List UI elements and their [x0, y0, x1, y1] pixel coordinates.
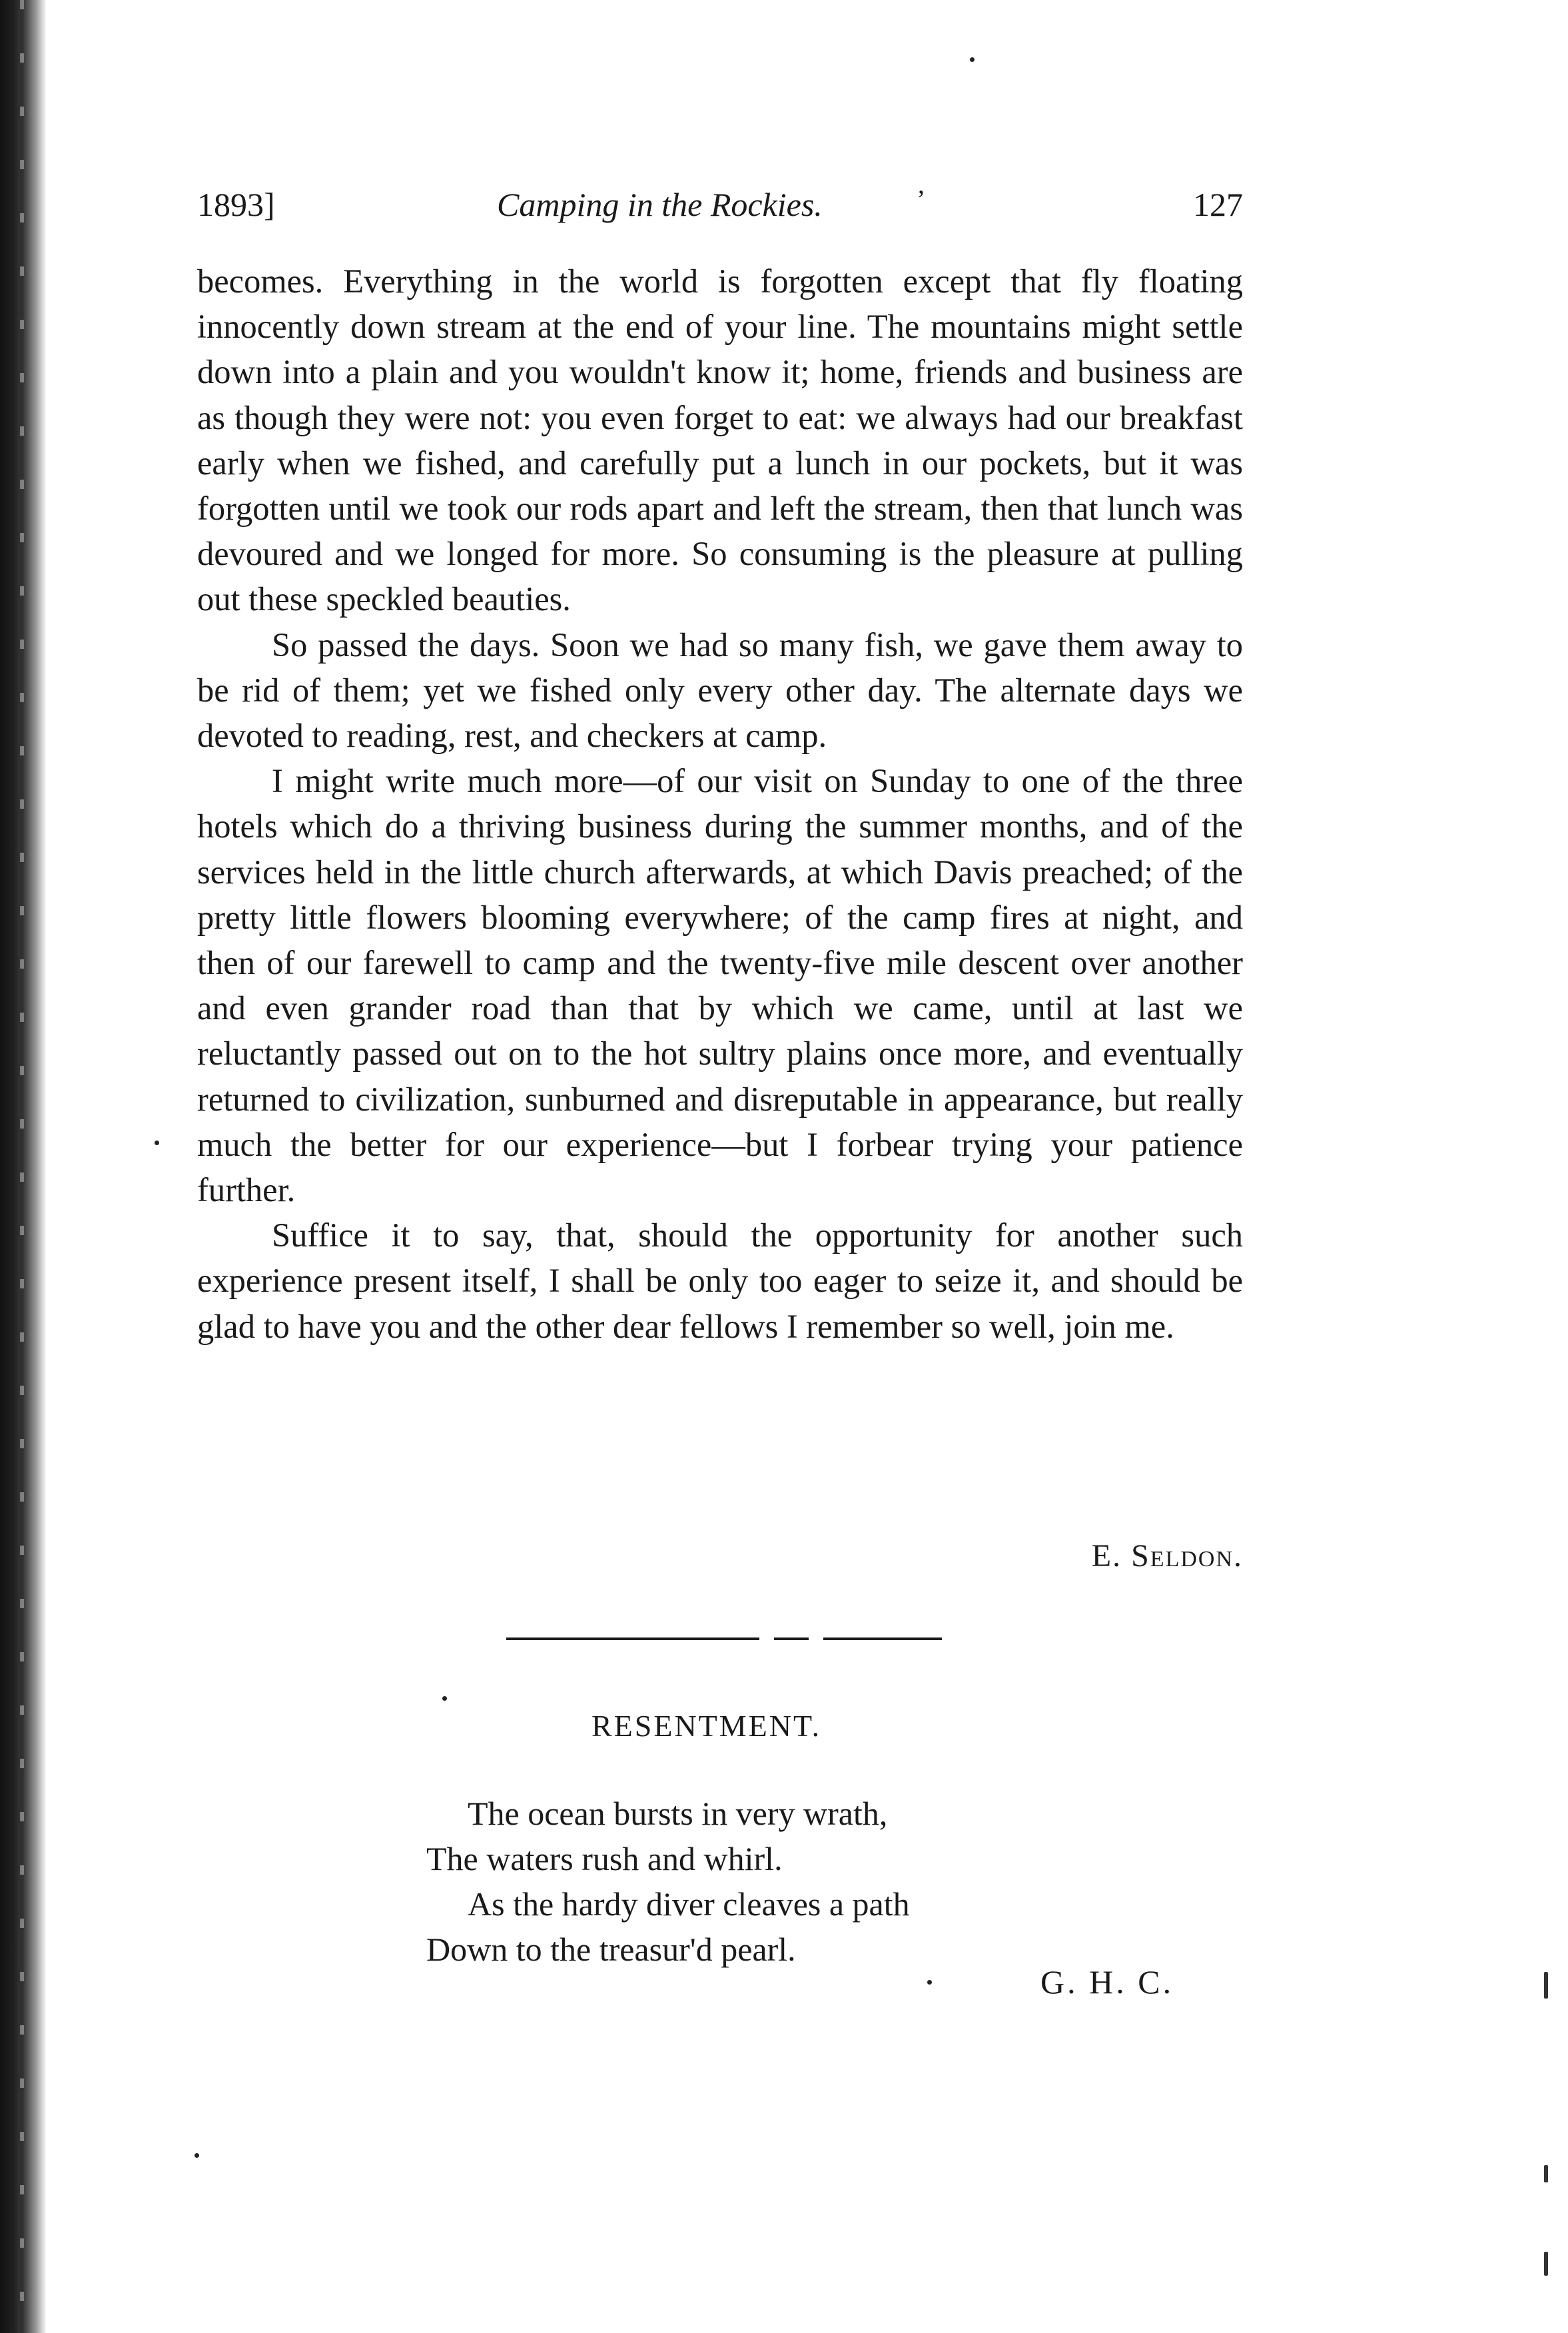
article-paragraph: becomes. Everything in the world is forgotten except that fly floating innocently down stream at the end of your line. The mountains might settle down into a plain and you wouldn't know it; home, friends and business are as though they were not: you even forget to eat: we always had our breakfast early when we fished, and carefully put a lunch in our pockets, but it was forgotten until we took our rods apart and left the stream, then that lunch was devoured and we longed for more. So consuming is the pleasure at pulling out these speckled beauties. — [197, 262, 1243, 618]
article-signature: E. Seldon. — [1091, 1538, 1243, 1574]
ink-speck — [195, 2153, 199, 2158]
ink-speck — [927, 1980, 932, 1985]
article-paragraph: I might write much more—of our visit on Sunday to one of the three hotels which do a thriving business during the summer months, and of the services held in the little church afterwards, at which Davis preached; of the pretty little flowers blooming everywhere; of the camp fires at night, and then of our farewell to camp and the twenty-five mile descent over another and even grander road than that by which we came, until at last we reluctantly passed out on to the hot sultry plains once more, and eventually returned to civilization, sunburned and disreputable in appearance, but really much the better for our experience—but I forbear trying your patience further. — [197, 762, 1243, 1209]
running-header — [197, 185, 1243, 232]
article-paragraph: So passed the days. Soon we had so many fish, we gave them away to be rid of them; yet we fished only every other day. The alternate days we devoted to reading, rest, and checkers at camp. — [197, 626, 1243, 755]
poem-body — [426, 1791, 910, 1972]
section-divider — [506, 1637, 759, 1640]
article-body — [197, 258, 1243, 1349]
header-running-title: Camping in the Rockies. — [497, 186, 823, 223]
poem-line: The ocean bursts in very wrath, — [468, 1795, 888, 1832]
scan-artifact — [1544, 1972, 1548, 1999]
header-year: 1893] — [197, 186, 275, 223]
poem-title: RESENTMENT. — [591, 1709, 822, 1743]
header-stray-mark: ʼ — [917, 185, 926, 215]
page-number: 127 — [1193, 186, 1243, 223]
article-paragraph: Suffice it to say, that, should the opportunity for another such experience present itself, I shall be only too eager to seize it, and should be glad to have you and the other dear fellows I remember so well, join me. — [197, 1216, 1243, 1345]
ink-speck — [970, 57, 975, 62]
scan-artifact — [1544, 2165, 1548, 2182]
scan-artifact — [1544, 2252, 1548, 2276]
poem-author-initials: G. H. C. — [1040, 1963, 1174, 2001]
section-divider — [774, 1637, 809, 1640]
poem-line: The waters rush and whirl. — [426, 1840, 783, 1877]
poem-line: Down to the treasur'd pearl. — [426, 1931, 796, 1968]
page-binding-edge — [0, 0, 47, 2333]
ink-speck — [155, 1141, 159, 1145]
poem-line: As the hardy diver cleaves a path — [468, 1885, 910, 1923]
section-divider — [823, 1637, 942, 1640]
ink-speck — [442, 1696, 447, 1701]
